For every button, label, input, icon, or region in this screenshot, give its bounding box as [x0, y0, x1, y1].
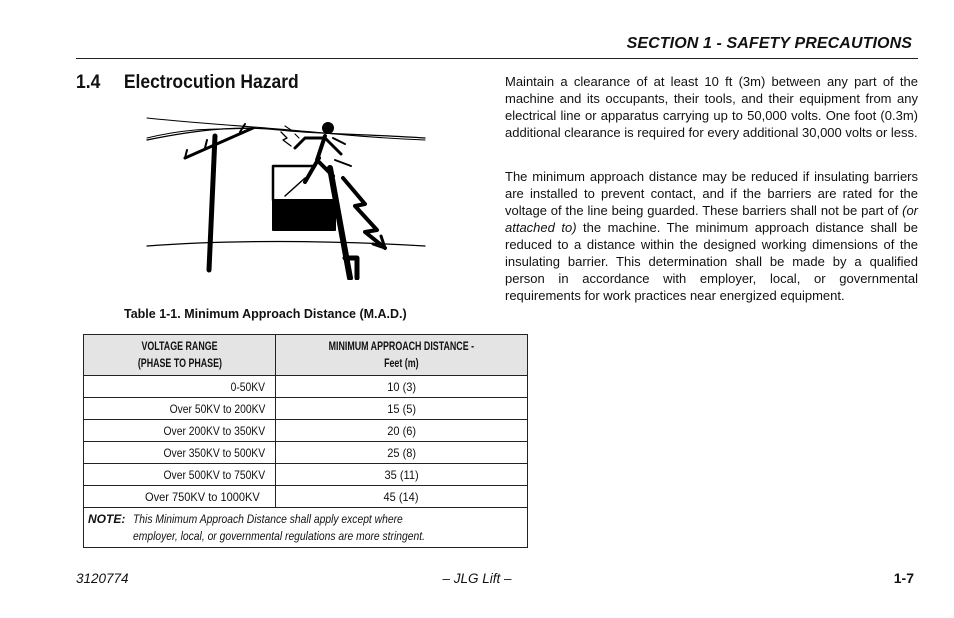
distance-cell: 45 (14)	[276, 486, 528, 508]
footer-center-text: – JLG Lift –	[442, 571, 512, 586]
section-header-title: SECTION 1 - SAFETY PRECAUTIONS	[626, 35, 912, 52]
voltage-cell: Over 500KV to 750KV	[84, 464, 276, 486]
distance-cell: 20 (6)	[276, 420, 528, 442]
voltage-cell: 0-50KV	[84, 376, 276, 398]
voltage-cell: Over 200KV to 350KV	[84, 420, 276, 442]
table-row	[84, 420, 528, 442]
table-row	[84, 486, 528, 508]
note-text: This Minimum Approach Distance shall apply except where employer, local, or governmental regulations are more stringent.	[133, 511, 425, 543]
col-header-voltage: VOLTAGE RANGE (PHASE TO PHASE)	[84, 335, 276, 376]
section-title: Electrocution Hazard	[123, 72, 299, 93]
paragraph-approach-distance: The minimum approach distance may be reduced if insulating barriers are installed to prevent contact, and if the barriers are rated for the voltage of the line being guarded. These barriers shall not be part of (or attached to) the machine. The minimum approach distance shall be reduced to a distance within the designed working dimensions of the insulating barrier. This determination shall be made by a qualified person in accordance with employer, local, or governmental requirements for work practices near energized equipment.	[505, 169, 919, 303]
mad-table	[83, 334, 528, 548]
table-row	[84, 376, 528, 398]
table-row	[84, 398, 528, 420]
voltage-cell: Over 50KV to 200KV	[84, 398, 276, 420]
voltage-cell: Over 350KV to 500KV	[84, 442, 276, 464]
table-caption: Table 1-1. Minimum Approach Distance (M.A.D.)	[124, 307, 407, 321]
page-number: 1-7	[893, 570, 914, 586]
col-header-distance: MINIMUM APPROACH DISTANCE - Feet (m)	[276, 335, 528, 376]
footer-doc-number: 3120774	[76, 571, 129, 586]
table-row	[84, 464, 528, 486]
voltage-cell: Over 750KV to 1000KV	[84, 486, 276, 508]
table-note-row	[84, 508, 528, 548]
electrocution-warning-icon	[145, 108, 427, 280]
distance-cell: 35 (11)	[276, 464, 528, 486]
note-label: NOTE:	[88, 511, 126, 526]
section-heading	[76, 72, 299, 94]
table-row	[84, 442, 528, 464]
distance-cell: 10 (3)	[276, 376, 528, 398]
distance-cell: 25 (8)	[276, 442, 528, 464]
paragraph-clearance: Maintain a clearance of at least 10 ft (3m) between any part of the machine and its occupants, their tools, and their equipment from any electrical line or apparatus carrying up to 50,000 volts. One foot (0.3m) additional clearance is required for every additional 30,000 volts or less.	[505, 74, 918, 140]
table-header-row	[84, 335, 528, 376]
header-divider	[76, 58, 918, 59]
table-note	[84, 508, 528, 548]
distance-cell: 15 (5)	[276, 398, 528, 420]
section-number: 1.4	[76, 72, 101, 93]
